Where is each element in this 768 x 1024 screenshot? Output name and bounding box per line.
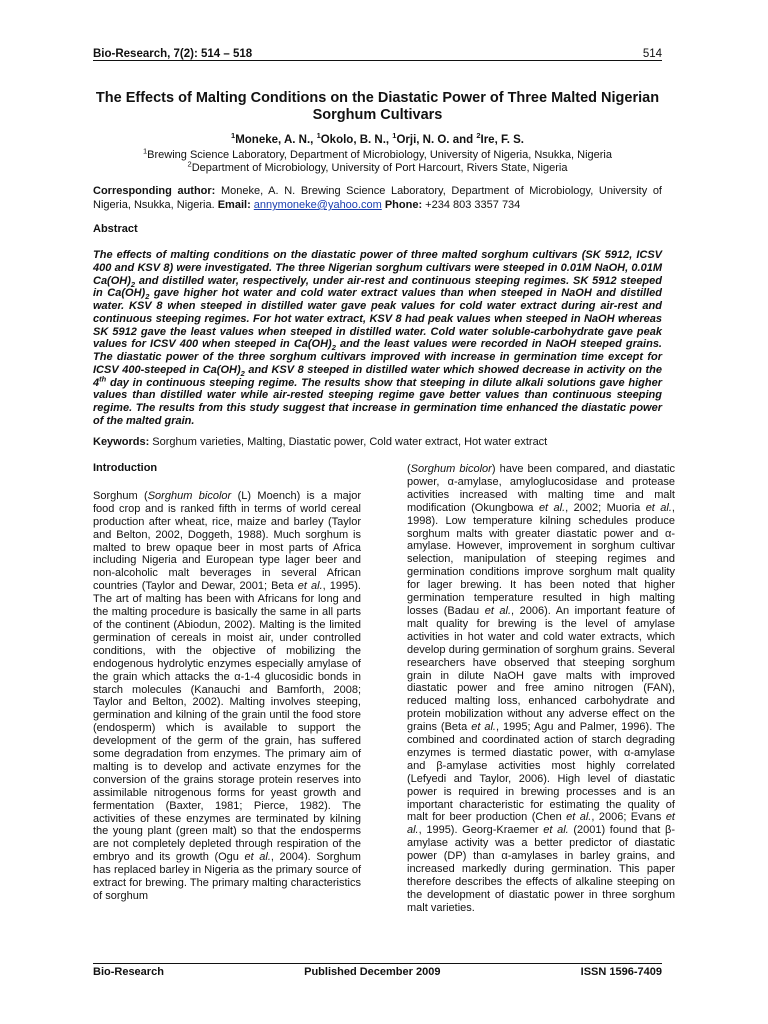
body-text: , 2006; Evans bbox=[591, 811, 666, 824]
affiliation-mark: 1 bbox=[142, 146, 148, 156]
et-al: et al. bbox=[538, 501, 566, 514]
footer-journal: Bio-Research bbox=[93, 966, 164, 978]
author-name: Okolo, B. N., bbox=[320, 134, 393, 146]
corresponding-text: Moneke, A. N. Brewing Science Laboratory, Department of Microbiology, University of Nigeria, Nsukka, Nigeria. bbox=[93, 185, 662, 211]
subscript: 2 bbox=[130, 279, 136, 289]
body-text: , 2006). An important feature of malt quality for brewing is the level of amylase activities in hot water and cold water extracts, which develop during germination of sorghum grains. Several researchers have observed that steeping sorghum grain in dilute NaOH gave malts with improved diastatic power and free amino nitrogen (FAN), reduced malting loss, enhanced carbohydrate and protein mobilization without any adverse effect on the grains (Beta bbox=[407, 604, 675, 734]
author-affiliation-mark: 1 bbox=[231, 131, 236, 141]
author-list bbox=[93, 131, 662, 146]
footer-issn: ISSN 1596-7409 bbox=[580, 966, 662, 978]
abstract-text: and distilled water, respectively, under air-rest and continuous steeping regimes. SK 5912 steeped in Ca(OH) bbox=[93, 274, 662, 300]
author-name: Ire, F. S. bbox=[480, 134, 524, 146]
author-name: Moneke, A. N., bbox=[235, 134, 317, 146]
header-rule bbox=[93, 60, 662, 61]
author-affiliation-mark: 1 bbox=[316, 131, 321, 141]
body-text: ( bbox=[407, 463, 411, 475]
affiliation-mark: 2 bbox=[187, 159, 192, 169]
corresponding-label: Corresponding author: bbox=[93, 185, 216, 197]
subscript: 2 bbox=[331, 343, 336, 353]
et-al: et al. bbox=[297, 580, 323, 593]
body-text: , 1995; Agu and Palmer, 1996). The combined and coordinated action of starch degrading enzymes is termed diastatic power, with α-amylase and β-amylase activities most highly correlated (Lefyedi and Taylor, 2006). High level of diastatic power is required in brewing processes and is an important characteristic for estimating the quality of malt for beer production (Chen bbox=[407, 721, 675, 824]
keywords bbox=[93, 436, 662, 448]
affiliation-text: Department of Microbiology, University of Port Harcourt, Rivers State, Nigeria bbox=[191, 162, 568, 174]
body-text: , 2002; Muoria bbox=[565, 501, 646, 514]
introduction-heading: Introduction bbox=[93, 462, 158, 474]
et-al: et al. bbox=[407, 811, 675, 837]
corresponding-author bbox=[93, 184, 662, 212]
affiliation-2 bbox=[93, 159, 662, 174]
author-affiliation-mark: 2 bbox=[476, 131, 481, 141]
affiliation-text: Brewing Science Laboratory, Department of Microbiology, University of Nigeria, Nsukka, Nigeria bbox=[147, 149, 612, 161]
abstract-text: The effects of malting conditions on the diastatic power of three malted sorghum cultivars (SK 5912, ICSV 400 and KSV 8) were investigated. The three Nigerian sorghum cultivars were steeped in 0.01M NaOH, 0.01M Ca(OH) bbox=[93, 249, 662, 287]
superscript: th bbox=[99, 373, 107, 383]
subscript: 2 bbox=[145, 292, 150, 302]
column-right bbox=[407, 463, 675, 915]
body-text: , 1998). Low temperature kilning schedules produce sorghum malts with greater diastatic power and α-amylase. However, improvement in sorghum cultivar selection, manipulation of steeping regimes and germination conditions improve sorghum malt quality for lager brewing. It has been noted that higher germination temperature resulted in high malting losses (Badau bbox=[407, 501, 675, 617]
abstract-text: gave higher hot water and cold water extract values than when steeped in NaOH and distilled water. KSV 8 when steeped in distilled water gave peak values for cold water extract during air-rest and continuous steeping regimes. For hot water extract, KSV 8 had peak values when steeped in NaOH whereas SK 5912 gave the least values when steeped in distilled water. Cold water soluble-carbohydrate gave peak values for ICSV 400 when steeped in Ca(OH) bbox=[93, 287, 662, 351]
et-al: et al. bbox=[244, 851, 271, 864]
phone-number: +234 803 3357 734 bbox=[425, 199, 521, 211]
body-text: , 1995). Georg-Kraemer bbox=[418, 824, 544, 837]
keywords-label: Keywords: bbox=[93, 436, 150, 448]
author-name: Orji, N. O. and bbox=[396, 134, 477, 146]
journal-citation: Bio-Research, 7(2): 514 – 518 bbox=[93, 48, 253, 60]
abstract-body bbox=[93, 249, 662, 428]
et-al: et al. bbox=[645, 501, 672, 514]
abstract-text: and the least values were recorded in NaOH steeped grains. The diastatic power of the three sorghum cultivars improved with increase in germination time except for ICSV 400-steeped in Ca(OH) bbox=[93, 338, 662, 376]
body-text: (2001) found that β-amylase activity was a better predictor of diastatic power (DP) than α-amylases in barley grains, and increased markedly during germination. This paper therefore describes the effects of alkaline steeping on the development of diastatic power in three sorghum malt varieties. bbox=[407, 824, 675, 914]
introduction-paragraph bbox=[93, 490, 361, 903]
body-text: Sorghum ( bbox=[93, 489, 148, 502]
body-text: , 2004). Sorghum has replaced barley in Nigeria as the primary source of extract for brewing. The primary malting characteristics of sorghum bbox=[93, 851, 361, 902]
email-link[interactable]: annymoneke@yahoo.com bbox=[253, 199, 382, 211]
species-name: Sorghum bicolor bbox=[410, 463, 492, 475]
paper-title: The Effects of Malting Conditions on the Diastatic Power of Three Malted Nigerian Sorghum Cultivars bbox=[95, 90, 660, 123]
body-text: (L) Moench) is a major food crop and is ranked fifth in terms of world cereal production after wheat, rice, maize and barley (Taylor and Belton, 2002, Doggeth, 1988). Much sorghum is malted to brew opaque beer in most parts of Africa including Nigeria and European type lager beer and non-alcoholic malt beverages in several African countries (Taylor and Dewar, 2001; Beta bbox=[93, 489, 362, 593]
body-text: , 1995). The art of malting has been with Africans for long and the malting procedure is basically the same in all parts of the continent (Abiodun, 2002). Malting is the limited germination of cereals in moist air, under controlled conditions, with the objective of mobilizing the endogenous hydrolytic enzymes especially amylase of the grain which attacks the α-1-4 glucosidic bonds in starch molecules (Kanauchi and Bamforth, 2008; Taylor and Belton, 2002). Malting involves steeping, germination and kilning of the grain until the food store (endosperm) which is available to support the development of the germ of the grain, has suffered some degradation from enzymes. The primary aim of malting is to develop and activate enzymes for the conversion of the grains storage protein reserves into assimilable nitrogenous forms for yeast growth and fermentation (Baxter, 1981; Pierce, 1982). The activities of these enzymes are terminated by kilning the young plant (green malt) so that the endosperms are not completely depleted through respiration of the embryo and its growth (Ogu bbox=[93, 580, 361, 864]
et-al: et al. bbox=[543, 824, 569, 837]
subscript: 2 bbox=[240, 368, 245, 378]
species-name: Sorghum bicolor bbox=[147, 489, 232, 502]
abstract-text: and KSV 8 steeped in distilled water which showed decrease in activity on the 4 bbox=[93, 363, 663, 389]
introduction-paragraph-continued bbox=[407, 463, 675, 915]
affiliation-1 bbox=[93, 146, 662, 161]
column-left bbox=[93, 462, 361, 903]
footer-published: Published December 2009 bbox=[304, 966, 441, 978]
footer-rule bbox=[93, 963, 662, 964]
phone-label: Phone: bbox=[384, 199, 423, 211]
keywords-text: Sorghum varieties, Malting, Diastatic power, Cold water extract, Hot water extract bbox=[149, 436, 548, 448]
abstract-paragraph bbox=[93, 249, 662, 428]
page-number: 514 bbox=[642, 48, 662, 60]
abstract-text: day in continuous steeping regime. The results show that steeping in dilute alkali solutions gave higher values than distilled water while air-rested steeping regime gave better values than continuous steeping regime. The results from this study suggest that increase in germination time enhanced the diastatic power of the malted grain. bbox=[93, 376, 662, 427]
et-al: et al. bbox=[566, 811, 592, 824]
et-al: et al. bbox=[484, 604, 512, 617]
author-affiliation-mark: 1 bbox=[392, 131, 397, 141]
email-label: Email: bbox=[217, 199, 251, 211]
page-footer bbox=[93, 966, 662, 978]
body-text: ) have been compared, and diastatic power, α-amylase, amyloglucosidase and protease activities increased with malting time and malt modification (Okungbowa bbox=[407, 463, 675, 514]
abstract-heading: Abstract bbox=[93, 223, 138, 235]
et-al: et al. bbox=[471, 721, 496, 734]
running-head bbox=[93, 44, 662, 60]
